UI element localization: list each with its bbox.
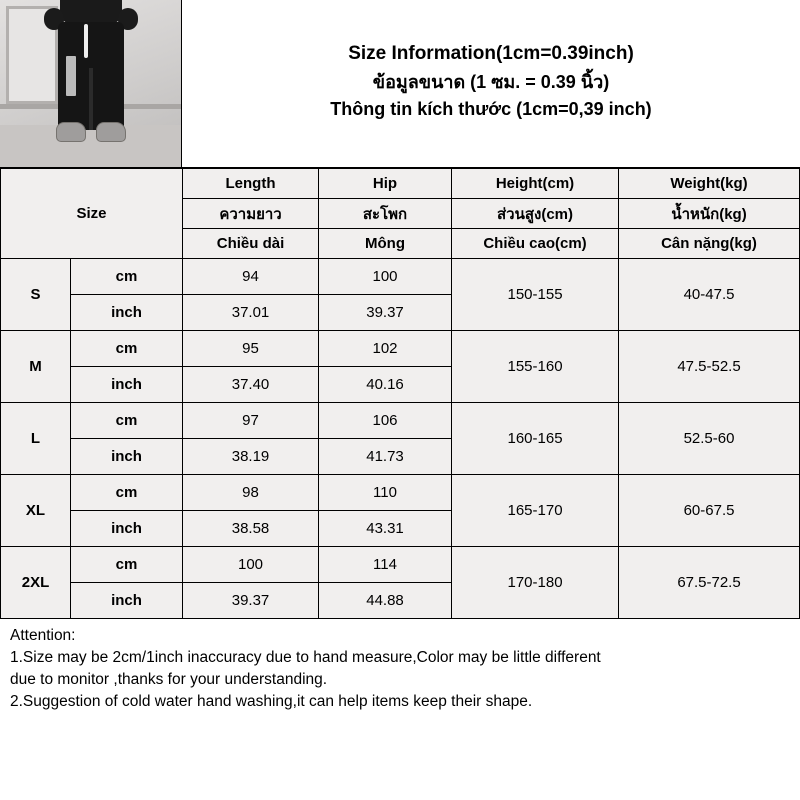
- header: [0, 0, 800, 168]
- row-length-cm-s: 94: [183, 259, 319, 295]
- photo-shoe-right: [96, 122, 126, 142]
- row-size-label-s: S: [1, 259, 71, 331]
- table-row: [1, 403, 800, 439]
- row-unit-inch-m: inch: [71, 367, 183, 403]
- row-size-label-xl: XL: [1, 475, 71, 547]
- row-height-l: 160-165: [452, 403, 619, 475]
- header-weight-en: Weight(kg): [619, 169, 800, 199]
- row-length-inch-l: 38.19: [183, 439, 319, 475]
- header-hip-th: สะโพก: [319, 199, 452, 229]
- row-unit-cm-s: cm: [71, 259, 183, 295]
- table-row: [1, 331, 800, 367]
- row-height-2xl: 170-180: [452, 547, 619, 619]
- attention-line-2: due to monitor ,thanks for your understanding.: [10, 671, 328, 688]
- row-length-inch-2xl: 39.37: [183, 583, 319, 619]
- row-size-label-l: L: [1, 403, 71, 475]
- photo-floor: [0, 125, 182, 167]
- attention-heading: Attention:: [10, 627, 76, 644]
- header-height-th: ส่วนสูง(cm): [452, 199, 619, 229]
- row-unit-cm-m: cm: [71, 331, 183, 367]
- row-unit-inch-l: inch: [71, 439, 183, 475]
- header-height-vi: Chiều cao(cm): [452, 229, 619, 259]
- row-height-xl: 165-170: [452, 475, 619, 547]
- row-length-cm-xl: 98: [183, 475, 319, 511]
- row-height-s: 150-155: [452, 259, 619, 331]
- header-weight-vi: Cân nặng(kg): [619, 229, 800, 259]
- header-length-th: ความยาว: [183, 199, 319, 229]
- row-length-cm-m: 95: [183, 331, 319, 367]
- row-unit-inch-s: inch: [71, 295, 183, 331]
- row-weight-s: 40-47.5: [619, 259, 800, 331]
- row-hip-inch-s: 39.37: [319, 295, 452, 331]
- row-weight-xl: 60-67.5: [619, 475, 800, 547]
- size-table: [0, 168, 800, 619]
- photo-drawstring: [84, 24, 88, 58]
- attention-line-1: 1.Size may be 2cm/1inch inaccuracy due to hand measure,Color may be little different: [10, 649, 601, 666]
- row-length-inch-xl: 38.58: [183, 511, 319, 547]
- title-line-en: Size Information(1cm=0.39inch): [348, 43, 634, 65]
- row-size-label-2xl: 2XL: [1, 547, 71, 619]
- product-photo: [0, 0, 182, 167]
- row-hip-cm-xl: 110: [319, 475, 452, 511]
- table-row: [1, 475, 800, 511]
- row-length-inch-s: 37.01: [183, 295, 319, 331]
- row-unit-cm-2xl: cm: [71, 547, 183, 583]
- row-hip-inch-m: 40.16: [319, 367, 452, 403]
- row-hip-cm-2xl: 114: [319, 547, 452, 583]
- title-block: [182, 0, 800, 167]
- row-weight-2xl: 67.5-72.5: [619, 547, 800, 619]
- row-unit-inch-xl: inch: [71, 511, 183, 547]
- title-line-vi: Thông tin kích thước (1cm=0,39 inch): [330, 98, 652, 119]
- row-unit-inch-2xl: inch: [71, 583, 183, 619]
- table-row: [1, 547, 800, 583]
- row-length-cm-2xl: 100: [183, 547, 319, 583]
- photo-model-top: [60, 0, 122, 24]
- header-hip-en: Hip: [319, 169, 452, 199]
- row-hip-cm-m: 102: [319, 331, 452, 367]
- attention-line-3: 2.Suggestion of cold water hand washing,it can help items keep their shape.: [10, 693, 533, 710]
- row-hip-cm-s: 100: [319, 259, 452, 295]
- row-unit-cm-xl: cm: [71, 475, 183, 511]
- row-length-cm-l: 97: [183, 403, 319, 439]
- row-size-label-m: M: [1, 331, 71, 403]
- table-header-row-en: [1, 169, 800, 199]
- row-weight-m: 47.5-52.5: [619, 331, 800, 403]
- photo-shoe-left: [56, 122, 86, 142]
- title-line-th: ข้อมูลขนาด (1 ซม. = 0.39 นิ้ว): [372, 71, 610, 92]
- row-hip-cm-l: 106: [319, 403, 452, 439]
- row-height-m: 155-160: [452, 331, 619, 403]
- row-hip-inch-l: 41.73: [319, 439, 452, 475]
- header-length-en: Length: [183, 169, 319, 199]
- table-row: [1, 259, 800, 295]
- photo-leg-print: [66, 56, 76, 96]
- header-length-vi: Chiều dài: [183, 229, 319, 259]
- row-length-inch-m: 37.40: [183, 367, 319, 403]
- row-unit-cm-l: cm: [71, 403, 183, 439]
- row-hip-inch-2xl: 44.88: [319, 583, 452, 619]
- header-height-en: Height(cm): [452, 169, 619, 199]
- row-hip-inch-xl: 43.31: [319, 511, 452, 547]
- row-weight-l: 52.5-60: [619, 403, 800, 475]
- header-hip-vi: Mông: [319, 229, 452, 259]
- header-weight-th: น้ำหนัก(kg): [619, 199, 800, 229]
- attention-block: [0, 619, 800, 713]
- header-size-cell: Size: [1, 169, 183, 259]
